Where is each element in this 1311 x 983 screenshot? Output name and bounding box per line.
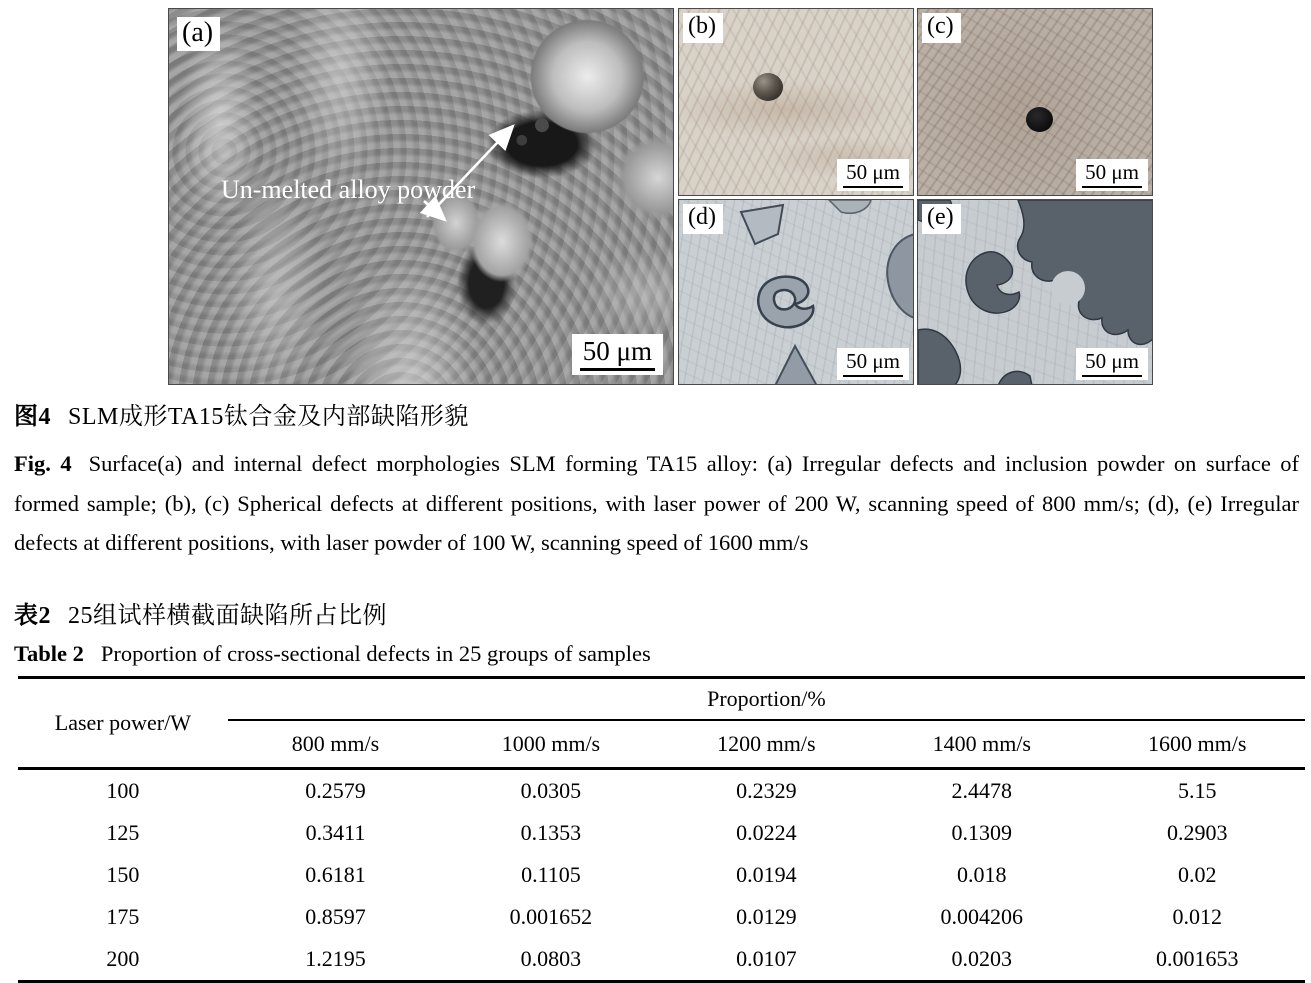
figure-caption-chinese [14,396,469,431]
scale-bar-a-text: 50 μm [580,336,655,371]
panel-label-a: (a) [177,17,220,51]
cell-value: 0.2903 [1167,820,1228,845]
cell-value: 0.02 [1178,862,1217,887]
scale-bar-d [837,348,909,380]
figure-caption-en-text: Surface(a) and internal defect morphologies SLM forming TA15 alloy: (a) Irregular defects and inclusion powder on surface of formed sample; (b), (c) Spherical defects at different positions, with laser power of 200 W, scanning speed of 800 mm/s; (d), (e) Irregular defects at different positions, with laser powder of 100 W, scanning speed of 1600 mm/s [14,451,1300,555]
table-caption-cn-text: 25组试样横截面缺陷所占比例 [68,603,387,629]
cell-value: 0.2329 [736,778,797,803]
cell-value: 0.0129 [736,904,797,929]
cell-power: 125 [106,820,140,845]
panel-label-b: (b) [683,13,723,43]
scale-bar-c-text: 50 μm [1082,160,1142,188]
cell-power: 100 [106,778,140,803]
cell-value: 0.3411 [305,820,366,845]
cell-value: 0.0107 [736,946,797,971]
scale-bar-e-text: 50 μm [1082,349,1142,377]
scale-bar-b-text: 50 μm [843,160,903,188]
panel-label-e: (e) [922,204,961,234]
spherical-defect [753,73,783,101]
spherical-defect [1026,107,1053,132]
table-row [18,812,1305,854]
cell-value: 0.6181 [305,862,366,887]
column-header-laser-power: Laser power/W [18,678,228,769]
figure-caption-english [14,444,1299,563]
column-header-1400: 1400 mm/s [874,720,1089,769]
defects-proportion-table [18,676,1305,983]
micrograph-panel-c [917,8,1153,196]
panel-label-d: (d) [683,204,723,234]
cell-value: 0.001652 [509,904,593,929]
cell-value: 0.0203 [951,946,1013,971]
table-caption-cn-label: 表2 [14,603,51,629]
column-header-800: 800 mm/s [228,720,443,769]
table-caption-en-text: Proportion of cross-sectional defects in 25 groups of samples [100,641,651,666]
table-row [18,896,1305,938]
figure-caption-en-label: Fig. 4 [14,451,72,476]
scale-bar-d-text: 50 μm [843,349,903,377]
cell-power: 200 [106,946,140,971]
micrograph-panel-d [678,199,914,385]
scale-bar-e [1076,348,1148,380]
scale-bar-a [572,334,663,375]
column-header-1000: 1000 mm/s [443,720,658,769]
column-group-header-proportion: Proportion/% [228,678,1305,721]
scale-bar-b [837,159,909,191]
cell-value: 0.004206 [940,904,1024,929]
cell-value: 2.4478 [951,778,1013,803]
table-row [18,938,1305,982]
micrograph-panel-e [917,199,1153,385]
cell-value: 0.0224 [736,820,797,845]
cell-value: 0.8597 [305,904,366,929]
figure-caption-cn-label: 图4 [14,404,51,430]
cell-value: 0.0305 [520,778,582,803]
column-header-1600: 1600 mm/s [1090,720,1305,769]
table-row [18,769,1305,813]
cell-value: 0.1309 [951,820,1013,845]
table-row [18,854,1305,896]
panel-label-c: (c) [922,13,961,43]
cell-value: 0.0803 [520,946,582,971]
cell-value: 0.2579 [305,778,366,803]
table-caption-chinese [14,595,387,630]
table-caption-en-label: Table 2 [14,641,84,666]
cell-value: 0.018 [957,862,1007,887]
cell-value: 1.2195 [305,946,366,971]
micrograph-panel-a [168,8,674,385]
cell-value: 0.1353 [520,820,582,845]
micrograph-panel-b [678,8,914,196]
cell-value: 0.1105 [521,862,581,887]
figure-caption-cn-text: SLM成形TA15钛合金及内部缺陷形貌 [68,404,469,430]
cell-power: 150 [106,862,140,887]
scale-bar-c [1076,159,1148,191]
cell-value: 0.0194 [736,862,797,887]
cell-value: 0.001653 [1156,946,1239,971]
table-caption-english [14,641,651,667]
unmelted-powder-annotation: Un-melted alloy powder [221,175,476,204]
cell-power: 175 [106,904,140,929]
column-header-1200: 1200 mm/s [659,720,874,769]
cell-value: 5.15 [1178,778,1217,803]
cell-value: 0.012 [1172,904,1222,929]
